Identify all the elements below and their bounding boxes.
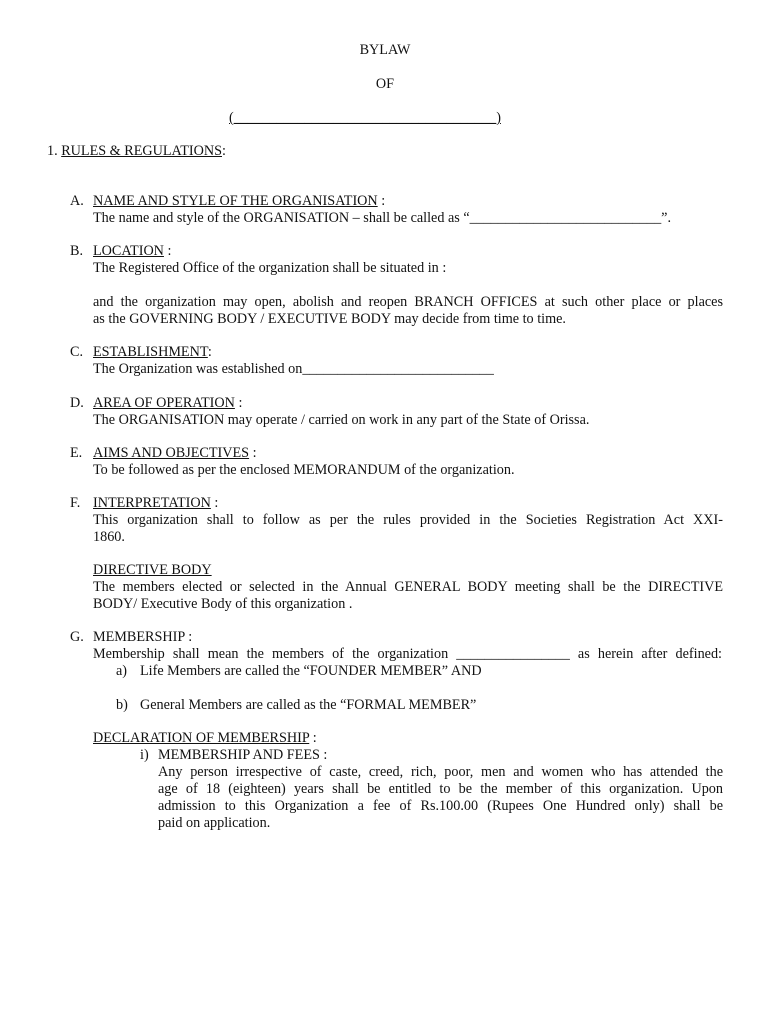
item-g-a-text: Life Members are called the “FOUNDER MEMBER” AND	[140, 663, 482, 679]
directive-body-heading: DIRECTIVE BODY	[93, 562, 212, 578]
item-g-b-label: b)	[116, 697, 128, 713]
name-close-paren: )	[496, 110, 501, 126]
item-f-heading-suffix: :	[210, 495, 219, 511]
item-a-heading	[93, 193, 385, 210]
declaration-i-label: i)	[140, 747, 149, 763]
declaration-text-2: age of 18 (eighteen) years shall be entitled to be the member of this organization. Upon	[158, 781, 723, 797]
declaration-heading	[93, 730, 317, 747]
declaration-text-4: paid on application.	[158, 815, 271, 831]
directive-body-text-2: BODY/ Executive Body of this organization .	[93, 596, 353, 612]
name-open-paren: (	[229, 110, 234, 126]
item-a-label: A.	[70, 193, 84, 209]
document-title: BYLAW	[359, 42, 411, 58]
item-f-heading-text: INTERPRETATION	[93, 495, 211, 511]
item-e-text: To be followed as per the enclosed MEMORANDUM of the organization.	[93, 462, 515, 478]
item-f-text-1: This organization shall to follow as per the rules provided in the Societies Registration Act XXI-	[93, 512, 723, 528]
item-g-text: Membership shall mean the members of the organization ________________ as herein after defined:	[93, 646, 722, 662]
item-b-heading-text: LOCATION	[93, 243, 164, 259]
name-blank-line: _____________________________________	[233, 110, 497, 126]
item-d-heading-suffix: :	[234, 395, 243, 411]
declaration-text-1: Any person irrespective of caste, creed, rich, poor, men and women who has attended the	[158, 764, 723, 780]
item-g-heading: MEMBERSHIP :	[93, 629, 193, 645]
item-c-heading-text: ESTABLISHMENT	[93, 344, 208, 360]
item-d-label: D.	[70, 395, 84, 411]
item-b-text-3: as the GOVERNING BODY / EXECUTIVE BODY may decide from time to time.	[93, 311, 566, 327]
item-c-text: The Organization was established on___________________________	[93, 361, 494, 377]
item-f-heading	[93, 495, 218, 512]
item-b-heading-suffix: :	[163, 243, 172, 259]
item-g-label: G.	[70, 629, 84, 645]
item-b-heading	[93, 243, 171, 260]
item-c-heading	[93, 344, 212, 361]
organisation-name-blank	[229, 110, 501, 127]
item-a-heading-suffix: :	[377, 193, 386, 209]
item-d-text: The ORGANISATION may operate / carried on work in any part of the State of Orissa.	[93, 412, 590, 428]
item-a-heading-text: NAME AND STYLE OF THE ORGANISATION	[93, 193, 378, 209]
directive-body-text-1: The members elected or selected in the Annual GENERAL BODY meeting shall be the DIRECTIVE	[93, 579, 723, 595]
declaration-text-3: admission to this Organization a fee of Rs.100.00 (Rupees One Hundred only) shall be	[158, 798, 723, 814]
item-f-text-2: 1860.	[93, 529, 125, 545]
item-b-text-2: and the organization may open, abolish and reopen BRANCH OFFICES at such other place or places	[93, 294, 723, 310]
section-1-heading	[47, 143, 226, 160]
section-1-number: 1.	[47, 143, 58, 159]
item-c-label: C.	[70, 344, 84, 360]
item-e-label: E.	[70, 445, 83, 461]
declaration-heading-suffix: :	[309, 730, 317, 746]
item-a-text: The name and style of the ORGANISATION – shall be called as “___________________________”.	[93, 210, 672, 226]
document-of: OF	[375, 76, 395, 92]
item-c-heading-suffix: :	[207, 344, 212, 360]
item-e-heading-text: AIMS AND OBJECTIVES	[93, 445, 250, 461]
item-b-label: B.	[70, 243, 84, 259]
item-b-text-1: The Registered Office of the organization shall be situated in :	[93, 260, 447, 276]
section-1-colon: :	[221, 143, 226, 159]
item-g-b-text: General Members are called as the “FORMAL MEMBER”	[140, 697, 477, 713]
item-e-heading	[93, 445, 257, 462]
section-1-title: RULES & REGULATIONS	[61, 143, 222, 159]
declaration-i-heading: MEMBERSHIP AND FEES :	[158, 747, 328, 763]
item-d-heading-text: AREA OF OPERATION	[93, 395, 235, 411]
item-g-a-label: a)	[116, 663, 128, 679]
declaration-heading-text: DECLARATION OF MEMBERSHIP	[93, 730, 310, 746]
item-f-label: F.	[70, 495, 81, 511]
item-e-heading-suffix: :	[249, 445, 257, 461]
item-d-heading	[93, 395, 242, 412]
